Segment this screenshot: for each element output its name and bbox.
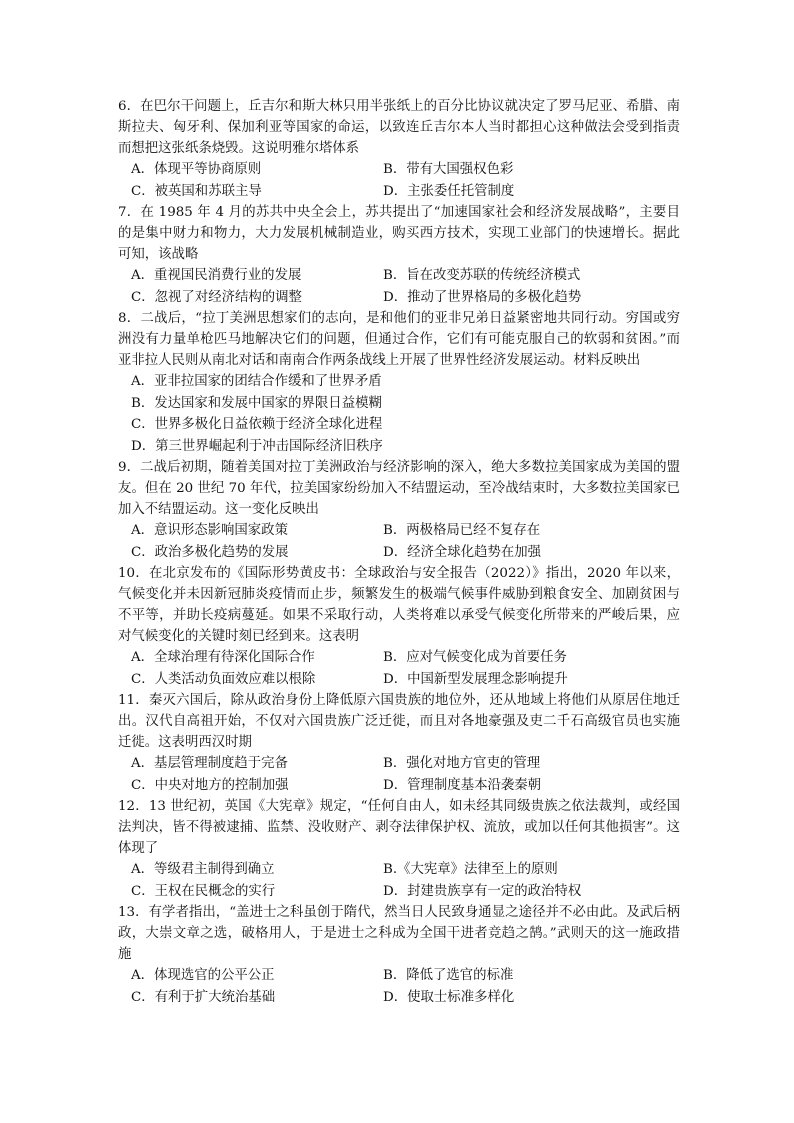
option-c: C．被英国和苏联主导 <box>131 183 262 199</box>
options <box>118 159 680 202</box>
question-stem: 12．13 世纪初，英国《大宪章》规定，“任何自由人，如未经其同级贵族之依法裁判，或经国法判决，皆不得被逮捕、监禁、没收财产、剥夺法律保护权、流放，或加以任何其他损害”。这体现了 <box>118 799 680 856</box>
option-b: B．应对气候变化成为首要任务 <box>383 650 567 665</box>
option-c: C．有利于扩大统治基础 <box>131 989 276 1005</box>
option-a: A．体现平等协商原则 <box>131 162 262 177</box>
option-b: B．发达国家和发展中国家的界限日益模糊 <box>131 395 382 411</box>
options <box>118 520 680 563</box>
option-a: A．体现选官的公平公正 <box>131 968 275 983</box>
option-a: A．基层管理制度趋于完备 <box>131 756 288 771</box>
option-d: D．推动了世界格局的多极化趋势 <box>383 289 582 305</box>
question-stem: 7．在 1985 年 4 月的苏共中央全会上，苏共提出了“加速国家社会和经济发展战略”，主要目的是集中财力和物力，大力发展机械制造业，购买西方技术，实现工业部门的快速增长。据此可知，该战略 <box>118 205 680 262</box>
option-a: A．等级君主制得到确立 <box>131 862 275 877</box>
options <box>118 265 680 308</box>
question-13 <box>118 902 680 1008</box>
option-b: B．强化对地方官吏的管理 <box>383 756 541 771</box>
option-a: A．全球治理有待深化国际合作 <box>131 650 315 665</box>
question-stem: 8．二战后，“拉丁美洲思想家们的志向，是和他们的亚非兄弟日益紧密地共同行动。穷国或穷洲没有力量单枪匹马地解决它们的问题，但通过合作，它们有可能克服自己的软弱和贫困。”而亚非拉人民则从南北对话和南南合作两条战线上开展了世界性经济发展运动。材料反映出 <box>118 311 680 368</box>
options <box>118 371 680 457</box>
option-d: D．主张委任托管制度 <box>383 183 515 199</box>
question-7 <box>118 202 680 308</box>
question-10 <box>118 563 680 690</box>
question-8 <box>118 308 680 457</box>
options <box>118 859 680 902</box>
option-c: C．王权在民概念的实行 <box>131 883 276 899</box>
question-11 <box>118 690 680 796</box>
option-d: D．第三世界崛起利于冲击国际经济旧秩序 <box>131 438 383 454</box>
option-b: B．两极格局已经不复存在 <box>383 523 541 538</box>
option-a: A．重视国民消费行业的发展 <box>131 268 302 283</box>
option-b: B．带有大国强权色彩 <box>383 162 514 177</box>
option-b: B．降低了选官的标准 <box>383 968 514 983</box>
option-d: D．经济全球化趋势在加强 <box>383 544 542 560</box>
option-a: A．意识形态影响国家政策 <box>131 523 288 538</box>
option-d: D．中国新型发展理念影响提升 <box>383 671 568 687</box>
option-c: C．中央对地方的控制加强 <box>131 777 289 793</box>
options <box>118 965 680 1008</box>
question-stem: 11．秦灭六国后，除从政治身份上降低原六国贵族的地位外，还从地域上将他们从原居住地迁出。汉代自高祖开始，不仅对六国贵族广泛迁徙，而且对各地豪强及吏二千石高级官员也实施迁徙。这表明西汉时期 <box>118 693 680 750</box>
question-stem: 10．在北京发布的《国际形势黄皮书：全球政治与安全报告（2022）》指出，2020 年以来，气候变化并未因新冠肺炎疫情而止步，频繁发生的极端气候事件威胁到粮食安全、加剧贫困与不平等，并助长疫病蔓延。如果不采取行动，人类将难以承受气候变化所带来的严峻后果，应对气候变化的关键时刻已经到来。这表明 <box>118 566 680 644</box>
question-stem: 9．二战后初期，随着美国对拉丁美洲政治与经济影响的深入，绝大多数拉美国家成为美国的盟友。但在 20 世纪 70 年代，拉美国家纷纷加入不结盟运动，至冷战结束时，大多数拉美国家已加入不结盟运动。这一变化反映出 <box>118 460 680 517</box>
question-stem: 13．有学者指出，“盖进士之科虽创于隋代，然当日人民致身通显之途径并不必由此。及武后柄政，大崇文章之选，破格用人，于是进士之科成为全国干进者竞趋之鹄。”武则天的这一施政措施 <box>118 905 680 962</box>
question-6 <box>118 96 680 202</box>
option-d: D．使取士标准多样化 <box>383 989 515 1005</box>
option-c: C．人类活动负面效应难以根除 <box>131 671 316 687</box>
option-b: B．旨在改变苏联的传统经济模式 <box>383 268 581 283</box>
question-12 <box>118 796 680 902</box>
question-stem: 6．在巴尔干问题上，丘吉尔和斯大林只用半张纸上的百分比协议就决定了罗马尼亚、希腊、南斯拉夫、匈牙利、保加利亚等国家的命运，以致连丘吉尔本人当时都担心这种做法会受到指责而想把这张纸条烧毁。这说明雅尔塔体系 <box>118 99 680 156</box>
document-page <box>118 96 680 1008</box>
options <box>118 647 680 690</box>
option-c: C．世界多极化日益依赖于经济全球化进程 <box>131 417 383 432</box>
option-c: C．忽视了对经济结构的调整 <box>131 289 302 305</box>
option-d: D．封建贵族享有一定的政治特权 <box>383 883 582 899</box>
question-9 <box>118 457 680 563</box>
option-c: C．政治多极化趋势的发展 <box>131 544 289 560</box>
options <box>118 753 680 796</box>
option-a: A．亚非拉国家的团结合作缓和了世界矛盾 <box>131 374 382 389</box>
option-d: D．管理制度基本沿袭秦朝 <box>383 777 542 793</box>
option-b: B.《大宪章》法律至上的原则 <box>383 862 558 877</box>
